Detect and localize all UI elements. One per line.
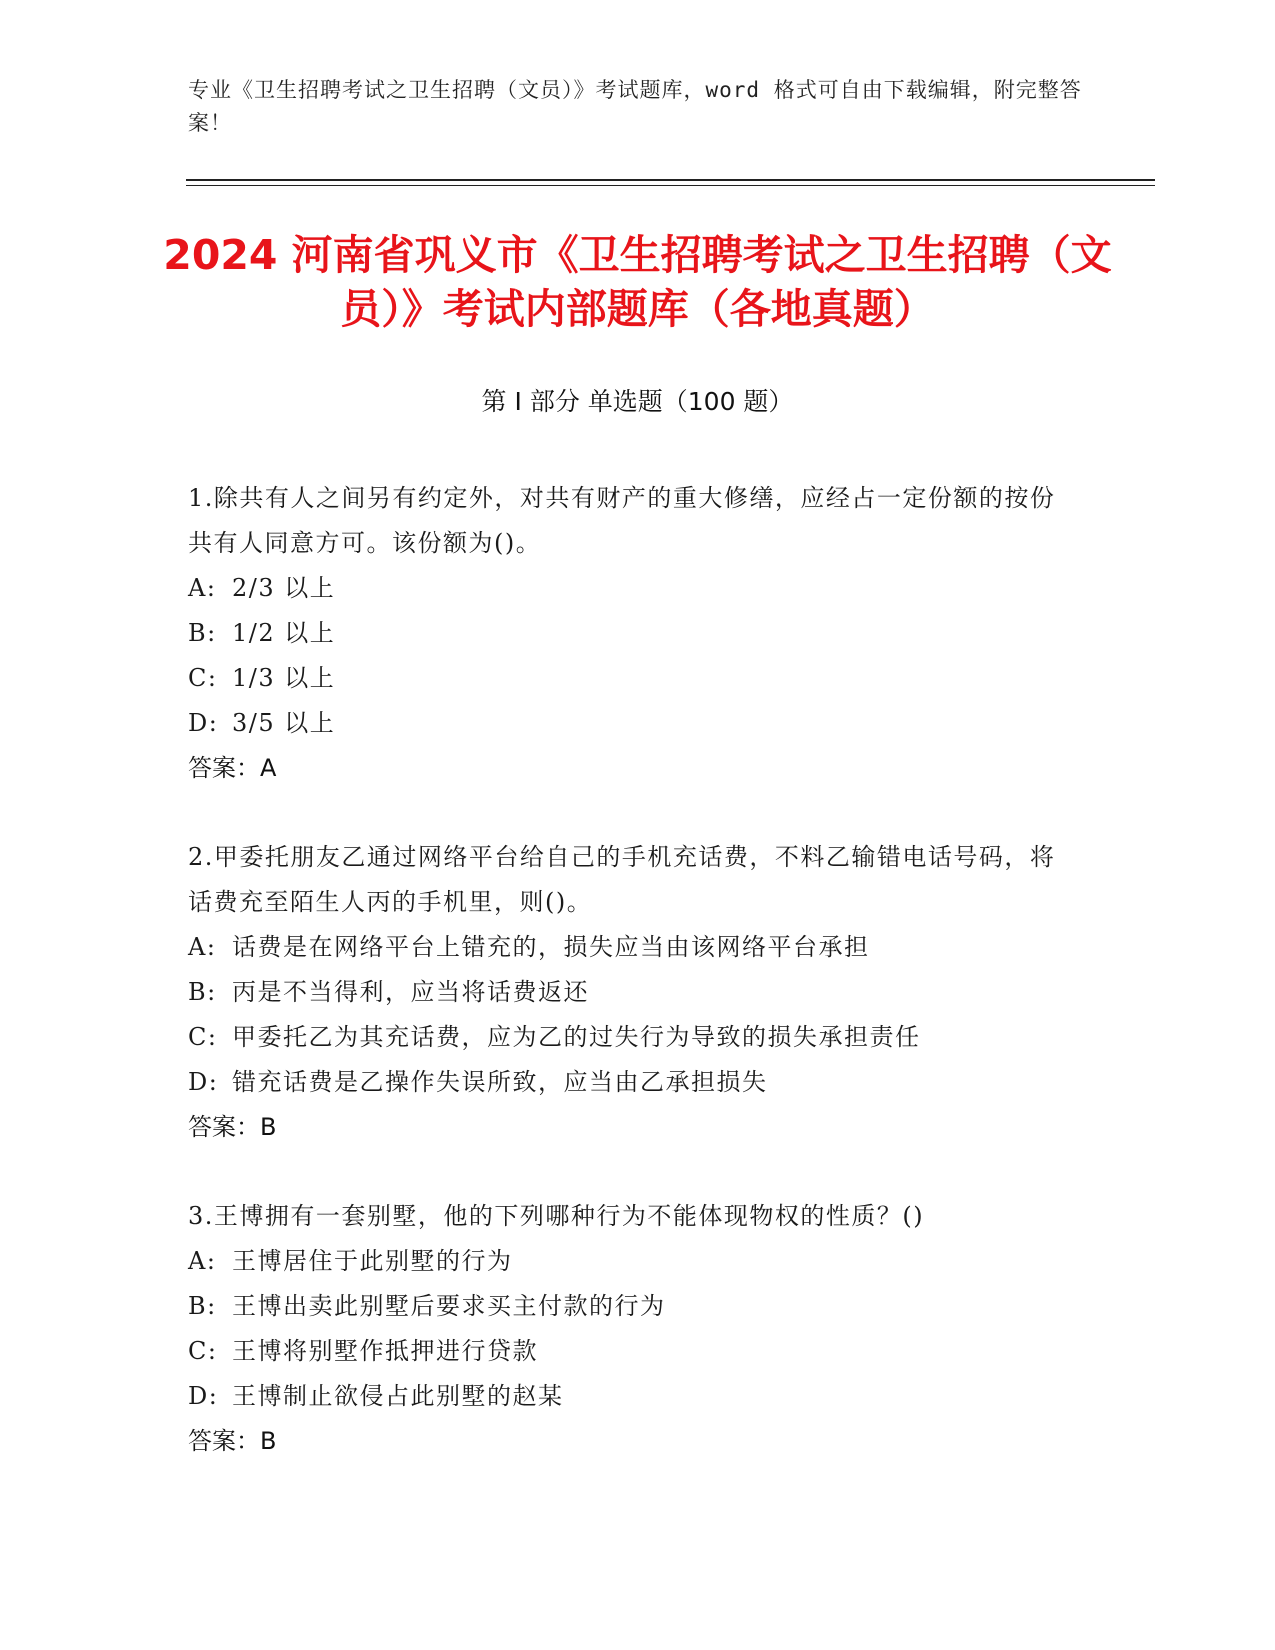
option-key: B:	[188, 1292, 217, 1320]
option-text: 王博出卖此别墅后要求买主付款的行为	[232, 1292, 666, 1320]
answer-value: B	[260, 1113, 277, 1141]
option-text: 王博将别墅作抵押进行贷款	[232, 1337, 538, 1365]
option-b	[188, 1284, 1078, 1329]
option-text: 2/3 以上	[232, 574, 336, 602]
option-c	[188, 1015, 1078, 1060]
option-text: 3/5 以上	[232, 709, 336, 737]
option-b	[188, 611, 1078, 656]
option-text: 话费是在网络平台上错充的，损失应当由该网络平台承担	[232, 933, 870, 961]
option-a	[188, 925, 1078, 970]
option-b	[188, 970, 1078, 1015]
option-d	[188, 1374, 1078, 1419]
header-note: 专业《卫生招聘考试之卫生招聘（文员）》考试题库，word 格式可自由下载编辑，附完整答案！	[188, 78, 1082, 135]
option-key: D:	[188, 1068, 219, 1096]
question-stem: 1.除共有人之间另有约定外，对共有财产的重大修缮，应经占一定份额的按份共有人同意方可。该份额为()。	[188, 484, 1056, 557]
answer-label: 答案：	[188, 754, 260, 782]
answer-label: 答案：	[188, 1113, 260, 1141]
option-text: 王博居住于此别墅的行为	[232, 1247, 513, 1275]
option-key: D:	[188, 709, 219, 737]
question-stem: 3.王博拥有一套别墅，他的下列哪种行为不能体现物权的性质？()	[188, 1202, 925, 1230]
option-d	[188, 701, 1078, 746]
option-text: 错充话费是乙操作失误所致，应当由乙承担损失	[232, 1068, 768, 1096]
answer-value: A	[260, 754, 277, 782]
option-d	[188, 1060, 1078, 1105]
option-text: 丙是不当得利，应当将话费返还	[232, 978, 589, 1006]
section-title: 第 I 部分 单选题（100 题）	[481, 387, 794, 416]
option-text: 1/3 以上	[232, 664, 336, 692]
option-key: C:	[188, 1337, 218, 1365]
question-list	[188, 476, 1078, 1508]
answer-line	[188, 1105, 1078, 1150]
option-key: A:	[188, 1247, 217, 1275]
option-key: A:	[188, 574, 217, 602]
answer-line	[188, 1419, 1078, 1464]
header-rule-thin	[186, 185, 1155, 186]
option-key: D:	[188, 1382, 219, 1410]
option-a	[188, 1239, 1078, 1284]
answer-label: 答案：	[188, 1427, 260, 1455]
option-text: 甲委托乙为其充话费，应为乙的过失行为导致的损失承担责任	[232, 1023, 921, 1051]
answer-value: B	[260, 1427, 277, 1455]
header-rule-thick	[186, 179, 1155, 181]
option-key: C:	[188, 664, 218, 692]
answer-line	[188, 746, 1078, 791]
option-key: B:	[188, 978, 217, 1006]
option-a	[188, 566, 1078, 611]
option-key: B:	[188, 619, 217, 647]
question-stem: 2.甲委托朋友乙通过网络平台给自己的手机充话费，不料乙输错电话号码，将话费充至陌生人丙的手机里，则()。	[188, 843, 1056, 916]
question-1	[188, 476, 1078, 791]
option-key: A:	[188, 933, 217, 961]
option-text: 1/2 以上	[232, 619, 336, 647]
option-key: C:	[188, 1023, 218, 1051]
option-text: 王博制止欲侵占此别墅的赵某	[232, 1382, 564, 1410]
document-title: 2024 河南省巩义市《卫生招聘考试之卫生招聘（文员）》考试内部题库（各地真题）	[163, 231, 1112, 333]
question-3	[188, 1194, 1078, 1464]
question-2	[188, 835, 1078, 1150]
option-c	[188, 656, 1078, 701]
option-c	[188, 1329, 1078, 1374]
